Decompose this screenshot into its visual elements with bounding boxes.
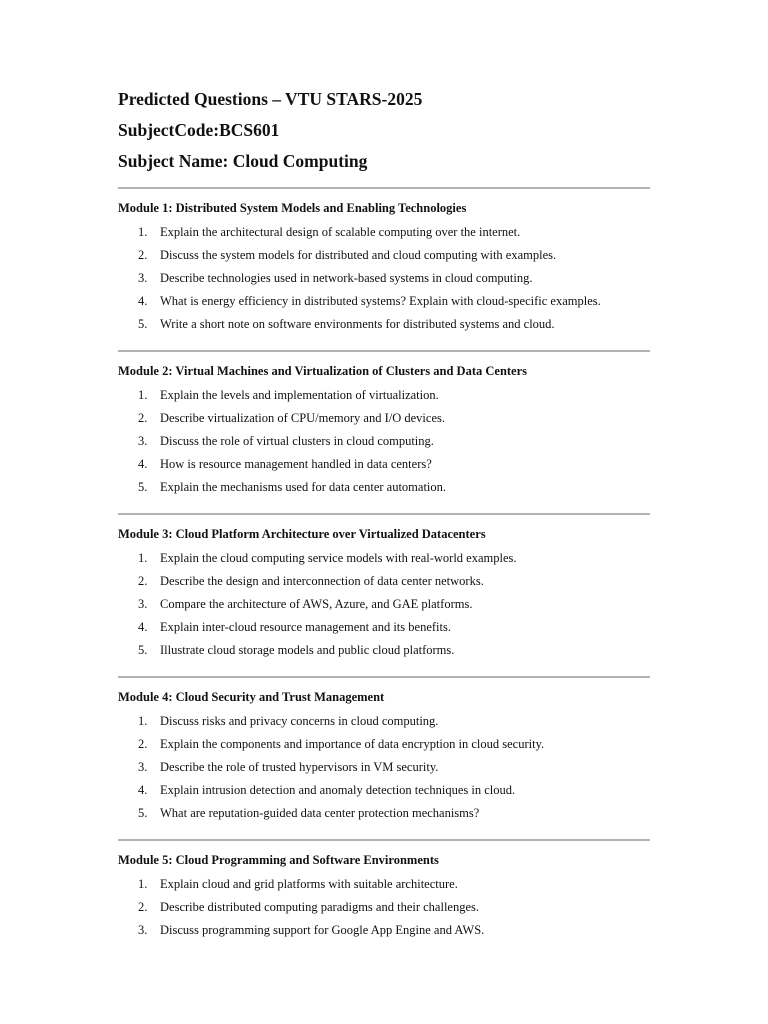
question-number: 1. — [138, 225, 148, 239]
module-heading: Module 4: Cloud Security and Trust Management — [118, 690, 385, 704]
question-list — [118, 547, 650, 662]
question-text: What is energy efficiency in distributed systems? Explain with cloud-specific examples. — [160, 294, 601, 308]
question-text: Discuss programming support for Google App Engine and AWS. — [160, 923, 485, 937]
question-text: Explain the components and importance of data encryption in cloud security. — [160, 737, 545, 751]
question-text: Discuss risks and privacy concerns in cloud computing. — [160, 714, 439, 728]
question-number: 5. — [138, 643, 148, 657]
question-text: What are reputation-guided data center protection mechanisms? — [160, 806, 480, 820]
question-item — [118, 639, 650, 662]
question-number: 1. — [138, 388, 148, 402]
question-number: 3. — [138, 271, 148, 285]
question-item — [118, 710, 650, 733]
question-text: Describe virtualization of CPU/memory and I/O devices. — [160, 411, 445, 425]
question-number: 2. — [138, 248, 148, 262]
question-number: 5. — [138, 317, 148, 331]
question-text: Explain the mechanisms used for data center automation. — [160, 480, 447, 494]
document-title: Predicted Questions – VTU STARS-2025 — [118, 89, 423, 109]
question-text: Discuss the system models for distributed and cloud computing with examples. — [160, 248, 557, 262]
question-number: 2. — [138, 411, 148, 425]
section-divider — [118, 187, 650, 189]
question-number: 5. — [138, 806, 148, 820]
question-item — [118, 873, 650, 896]
question-item — [118, 384, 650, 407]
section-divider — [118, 676, 650, 678]
question-number: 3. — [138, 597, 148, 611]
question-item — [118, 896, 650, 919]
question-item — [118, 430, 650, 453]
modules-container — [118, 187, 650, 942]
question-number: 3. — [138, 434, 148, 448]
question-text: Explain intrusion detection and anomaly detection techniques in cloud. — [160, 783, 516, 797]
question-text: Describe technologies used in network-based systems in cloud computing. — [160, 271, 533, 285]
question-number: 2. — [138, 574, 148, 588]
question-text: How is resource management handled in data centers? — [160, 457, 432, 471]
question-text: Write a short note on software environments for distributed systems and cloud. — [160, 317, 555, 331]
question-number: 4. — [138, 620, 148, 634]
question-number: 1. — [138, 877, 148, 891]
question-item — [118, 570, 650, 593]
module-section — [118, 687, 650, 825]
module-section — [118, 361, 650, 499]
question-list — [118, 384, 650, 499]
question-list — [118, 221, 650, 336]
question-text: Illustrate cloud storage models and public cloud platforms. — [160, 643, 455, 657]
question-text: Describe the design and interconnection of data center networks. — [160, 574, 484, 588]
question-text: Explain inter-cloud resource management and its benefits. — [160, 620, 451, 634]
question-number: 3. — [138, 923, 148, 937]
question-number: 1. — [138, 551, 148, 565]
question-item — [118, 453, 650, 476]
question-text: Compare the architecture of AWS, Azure, and GAE platforms. — [160, 597, 473, 611]
question-number: 4. — [138, 294, 148, 308]
section-divider — [118, 839, 650, 841]
question-list — [118, 710, 650, 825]
module-heading: Module 1: Distributed System Models and Enabling Technologies — [118, 201, 467, 215]
question-item — [118, 290, 650, 313]
question-number: 3. — [138, 760, 148, 774]
module-section — [118, 198, 650, 336]
question-number: 1. — [138, 714, 148, 728]
module-heading: Module 3: Cloud Platform Architecture over Virtualized Datacenters — [118, 527, 486, 541]
question-number: 2. — [138, 737, 148, 751]
module-heading: Module 2: Virtual Machines and Virtualization of Clusters and Data Centers — [118, 364, 528, 378]
question-text: Discuss the role of virtual clusters in cloud computing. — [160, 434, 434, 448]
question-number: 4. — [138, 457, 148, 471]
question-item — [118, 547, 650, 570]
question-number: 5. — [138, 480, 148, 494]
question-item — [118, 779, 650, 802]
question-item — [118, 244, 650, 267]
question-item — [118, 733, 650, 756]
module-section — [118, 850, 650, 942]
question-text: Explain the levels and implementation of virtualization. — [160, 388, 439, 402]
question-item — [118, 616, 650, 639]
question-text: Describe distributed computing paradigms and their challenges. — [160, 900, 480, 914]
question-item — [118, 476, 650, 499]
module-section — [118, 524, 650, 662]
question-text: Explain the cloud computing service models with real-world examples. — [160, 551, 517, 565]
question-text: Describe the role of trusted hypervisors in VM security. — [160, 760, 439, 774]
question-number: 4. — [138, 783, 148, 797]
section-divider — [118, 513, 650, 515]
question-item — [118, 407, 650, 430]
question-item — [118, 802, 650, 825]
question-item — [118, 221, 650, 244]
question-text: Explain the architectural design of scalable computing over the internet. — [160, 225, 521, 239]
question-item — [118, 593, 650, 616]
question-item — [118, 267, 650, 290]
subject-name: Subject Name: Cloud Computing — [118, 151, 368, 171]
section-divider — [118, 350, 650, 352]
question-number: 2. — [138, 900, 148, 914]
module-heading: Module 5: Cloud Programming and Software Environments — [118, 853, 439, 867]
subject-code: SubjectCode:BCS601 — [118, 120, 280, 140]
question-item — [118, 313, 650, 336]
question-list — [118, 873, 650, 942]
document-body — [118, 87, 650, 956]
question-item — [118, 919, 650, 942]
question-item — [118, 756, 650, 779]
question-text: Explain cloud and grid platforms with suitable architecture. — [160, 877, 458, 891]
